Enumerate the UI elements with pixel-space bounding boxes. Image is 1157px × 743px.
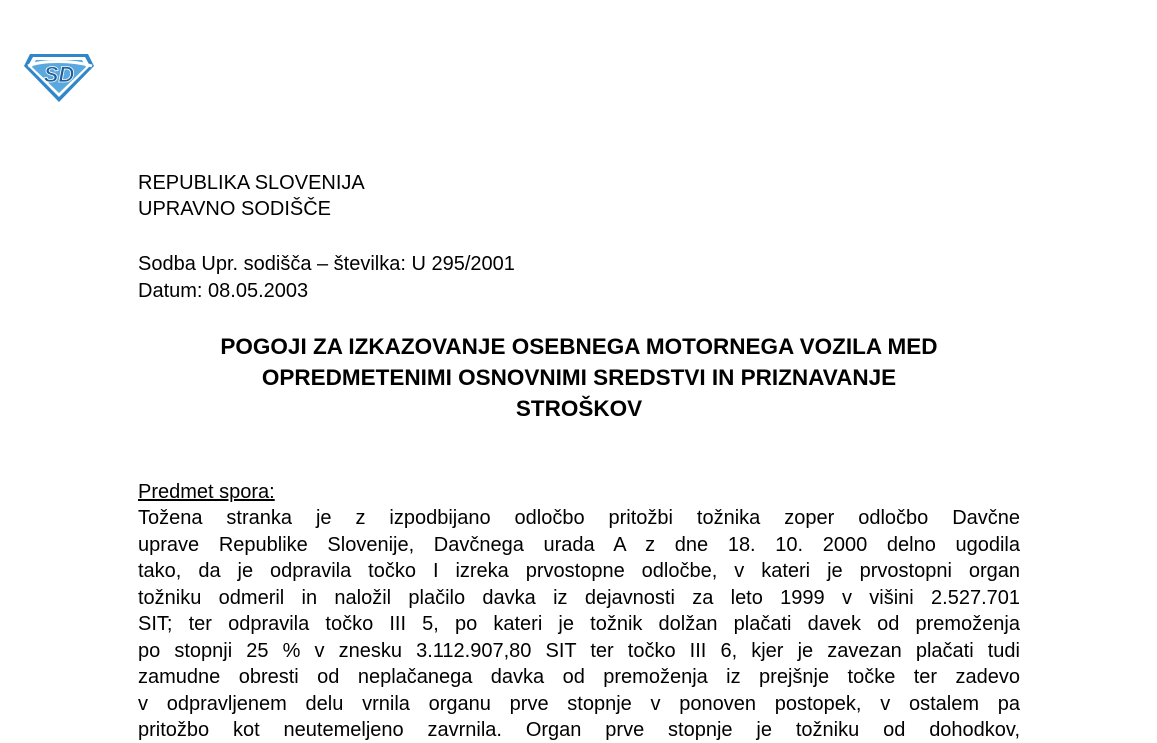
body-line: SIT; ter odpravila točko III 5, po kateri je tožnik dolžan plačati davek od premoženja: [138, 613, 1020, 635]
body-line: v odpravljenem delu vrnila organu prve stopnje v ponoven postopek, v ostalem pa: [138, 692, 1020, 715]
section-body: [138, 505, 1020, 743]
header-republic: REPUBLIKA SLOVENIJA: [138, 172, 365, 194]
title-line: POGOJI ZA IZKAZOVANJE OSEBNEGA MOTORNEGA VOZILA MED: [220, 334, 938, 359]
court-logo: [22, 50, 96, 104]
body-line: pritožbo kot neutemeljeno zavrnila. Organ prve stopnje je tožniku od dohodkov,: [138, 719, 1020, 741]
body-line: zamudne obresti od neplačanega davka od premoženja iz prejšnje točke ter zadevo: [138, 666, 1020, 688]
body-line: tako, da je odpravila točko I izreka prvostopne odločbe, v kateri je prvostopni organ: [138, 560, 1020, 582]
body-line: uprave Republike Slovenije, Davčnega urada A z dne 18. 10. 2000 delno ugodila: [138, 533, 1020, 556]
body-line: po stopnji 25 % v znesku 3.112.907,80 SIT ter točko III 6, kjer je zavezan plačati tudi: [138, 639, 1020, 662]
body-line: Tožena stranka je z izpodbijano odločbo pritožbi tožnika zoper odločbo Davčne: [138, 507, 1020, 529]
judgment-meta: [138, 251, 515, 305]
section-heading: Predmet spora:: [138, 481, 275, 503]
header-court: UPRAVNO SODIŠČE: [138, 198, 331, 220]
title-line: STROŠKOV: [515, 396, 643, 421]
case-number: Sodba Upr. sodišča – številka: U 295/2001: [138, 253, 515, 275]
court-header: [138, 170, 365, 222]
body-line: tožniku odmeril in naložil plačilo davka iz dejavnosti za leto 1999 v višini 2.527.701: [138, 586, 1020, 609]
document-title: [138, 331, 1020, 424]
judgment-date: Datum: 08.05.2003: [138, 280, 309, 302]
title-line: OPREDMETENIMI OSNOVNIMI SREDSTVI IN PRIZNAVANJE: [261, 365, 897, 390]
logo-letters: SD: [43, 62, 75, 87]
